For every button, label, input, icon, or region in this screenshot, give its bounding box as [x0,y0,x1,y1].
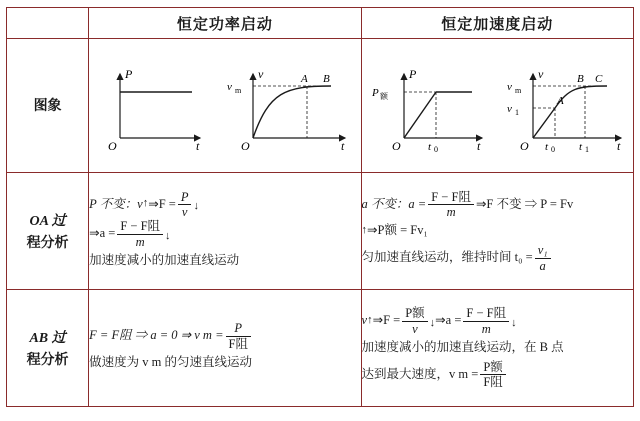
ab-analysis-constant-acceleration [361,290,633,407]
svg-text:m: m [235,85,242,95]
graph-pair-left [91,60,358,152]
fraction-force-over-mass [117,219,163,249]
ab-analysis-constant-power [89,290,361,407]
svg-text:O: O [108,138,118,152]
fraction-p-over-ffriction [226,321,251,351]
row-label-oa-analysis [7,173,89,290]
ab-accel-l3a: 达到最大速度，v m = [361,366,479,381]
ab-power-frac-den: F阻 [228,336,248,351]
oa-power-frac2-den: m [135,234,145,249]
row-label-oa-line2: 程分析 [26,233,69,250]
arrow-down-icon: ↓ [193,200,199,213]
ab-power-frac-num: P [226,321,251,336]
table-row [7,39,634,173]
ab-accel-line2: 加速度减小的加速直线运动，在 B 点 [361,340,564,355]
graph-cell-constant-acceleration [361,39,633,173]
svg-text:t: t [544,140,548,152]
oa-power-l1c: ⇒F = [148,196,176,211]
ab-accel-frac-num: P额 [402,306,427,321]
arrow-down-icon: ↓ [165,230,171,243]
svg-text:P: P [125,66,133,81]
oa-power-l2a: ⇒a = [89,226,116,241]
comparison-table [6,7,634,407]
svg-text:0: 0 [550,144,555,152]
arrow-down-icon: ↓ [511,317,517,330]
row-label-oa-line1: OA 过 [29,213,66,229]
header-corner-cell [7,8,89,39]
arrow-up-icon: ↑ [367,314,373,327]
fraction-p-over-v [178,190,192,220]
arrow-down-icon: ↓ [429,317,436,330]
ab-accel-line1 [362,306,633,336]
svg-text:A: A [301,72,308,85]
worksheet-page [0,7,640,421]
v-t-graph-constant-acceleration [499,60,631,152]
svg-text:O: O [519,138,529,152]
fraction-force-over-mass [428,190,474,220]
ab-accel-line3 [362,360,633,390]
svg-text:O: O [241,138,250,152]
svg-text:t: t [341,138,345,152]
svg-text:m: m [514,85,521,95]
svg-text:B: B [323,72,330,85]
svg-text:t: t [476,138,481,152]
ab-power-line1 [89,321,360,351]
svg-text:B: B [576,72,584,85]
row-label-ab-line2: 程分析 [26,350,69,367]
ab-accel-l1b: ⇒F = [372,313,401,328]
svg-text:t: t [427,140,431,152]
table-row [7,173,634,290]
svg-text:0: 0 [433,144,438,152]
oa-accel-frac2-den: a [539,258,546,273]
svg-text:1: 1 [584,144,589,152]
svg-text:t: t [578,140,582,152]
oa-analysis-constant-acceleration [361,173,633,290]
header-constant-acceleration: 恒定加速度启动 [361,8,633,39]
fraction-prated-over-v [402,306,427,336]
ab-accel-frac3-num: P额 [480,360,505,375]
oa-accel-l1b: ⇒F 不变 ⇒ P = Fv [475,196,574,211]
ab-accel-frac-den: v [412,321,418,336]
row-label-graphs: 图象 [7,39,89,173]
arrow-up-icon: ↑ [361,224,368,237]
fraction-prated-over-ffriction [480,360,505,390]
row-label-ab-analysis [7,290,89,407]
fraction-v1-over-a [535,243,551,273]
ab-accel-frac3-den: F阻 [483,375,503,390]
table-header-row [7,8,634,39]
oa-power-l1b: v [137,196,143,211]
ab-power-line2: 做速度为 v m 的匀速直线运动 [89,355,252,370]
oa-power-frac-den: v [181,205,188,220]
svg-text:C: C [594,72,602,85]
oa-accel-frac-num: F − F阻 [428,190,474,205]
svg-text:v: v [506,80,512,93]
oa-power-line1 [89,190,360,220]
oa-accel-frac2-num: v₁ [535,243,551,258]
svg-text:v: v [227,80,233,93]
oa-power-line2 [89,219,360,249]
oa-power-frac-num: P [178,190,192,205]
row-label-ab-line1: AB 过 [29,330,66,346]
oa-analysis-constant-power [89,173,361,290]
svg-text:A: A [556,94,564,107]
svg-text:1: 1 [514,107,519,117]
oa-accel-l1a: a 不变：a = [361,196,427,211]
svg-text:P: P [408,66,417,81]
header-constant-power: 恒定功率启动 [89,8,361,39]
oa-accel-l2: ⇒P额 = Fv₁ [367,223,428,238]
svg-text:v: v [537,66,543,81]
oa-power-line3: 加速度减小的加速直线运动 [89,253,240,268]
svg-text:v: v [258,66,264,81]
svg-text:额: 额 [379,91,388,101]
ab-accel-frac2-num: F − F阻 [463,306,509,321]
oa-power-frac2-num: F − F阻 [117,219,163,234]
oa-accel-frac-den: m [446,205,456,220]
p-t-graph-constant-acceleration [364,60,492,152]
table-row [7,290,634,407]
svg-text:t: t [196,138,200,152]
svg-text:v: v [506,102,512,115]
graph-cell-constant-power [89,39,361,173]
v-t-graph-constant-power [219,60,357,152]
graph-pair-right [364,60,631,152]
oa-accel-l3a: 匀加速直线运动，维持时间 t₀ = [361,249,533,264]
oa-power-l1a: P 不变： [89,196,138,211]
p-t-graph-constant-power [92,60,210,152]
fraction-force-over-mass [463,306,509,336]
oa-accel-line3 [362,243,633,273]
ab-accel-l1a: v [361,313,368,328]
svg-text:O: O [391,138,401,152]
ab-accel-l1c: ⇒a = [435,313,462,328]
oa-accel-line1 [362,190,633,220]
arrow-up-icon: ↑ [142,197,149,210]
ab-power-l1a: F = F阻 ⇒ a = 0 ⇒ v m = [89,328,224,343]
svg-text:P: P [371,86,379,99]
svg-text:t: t [616,138,620,152]
oa-accel-line2 [362,219,633,243]
ab-accel-frac2-den: m [481,321,491,336]
